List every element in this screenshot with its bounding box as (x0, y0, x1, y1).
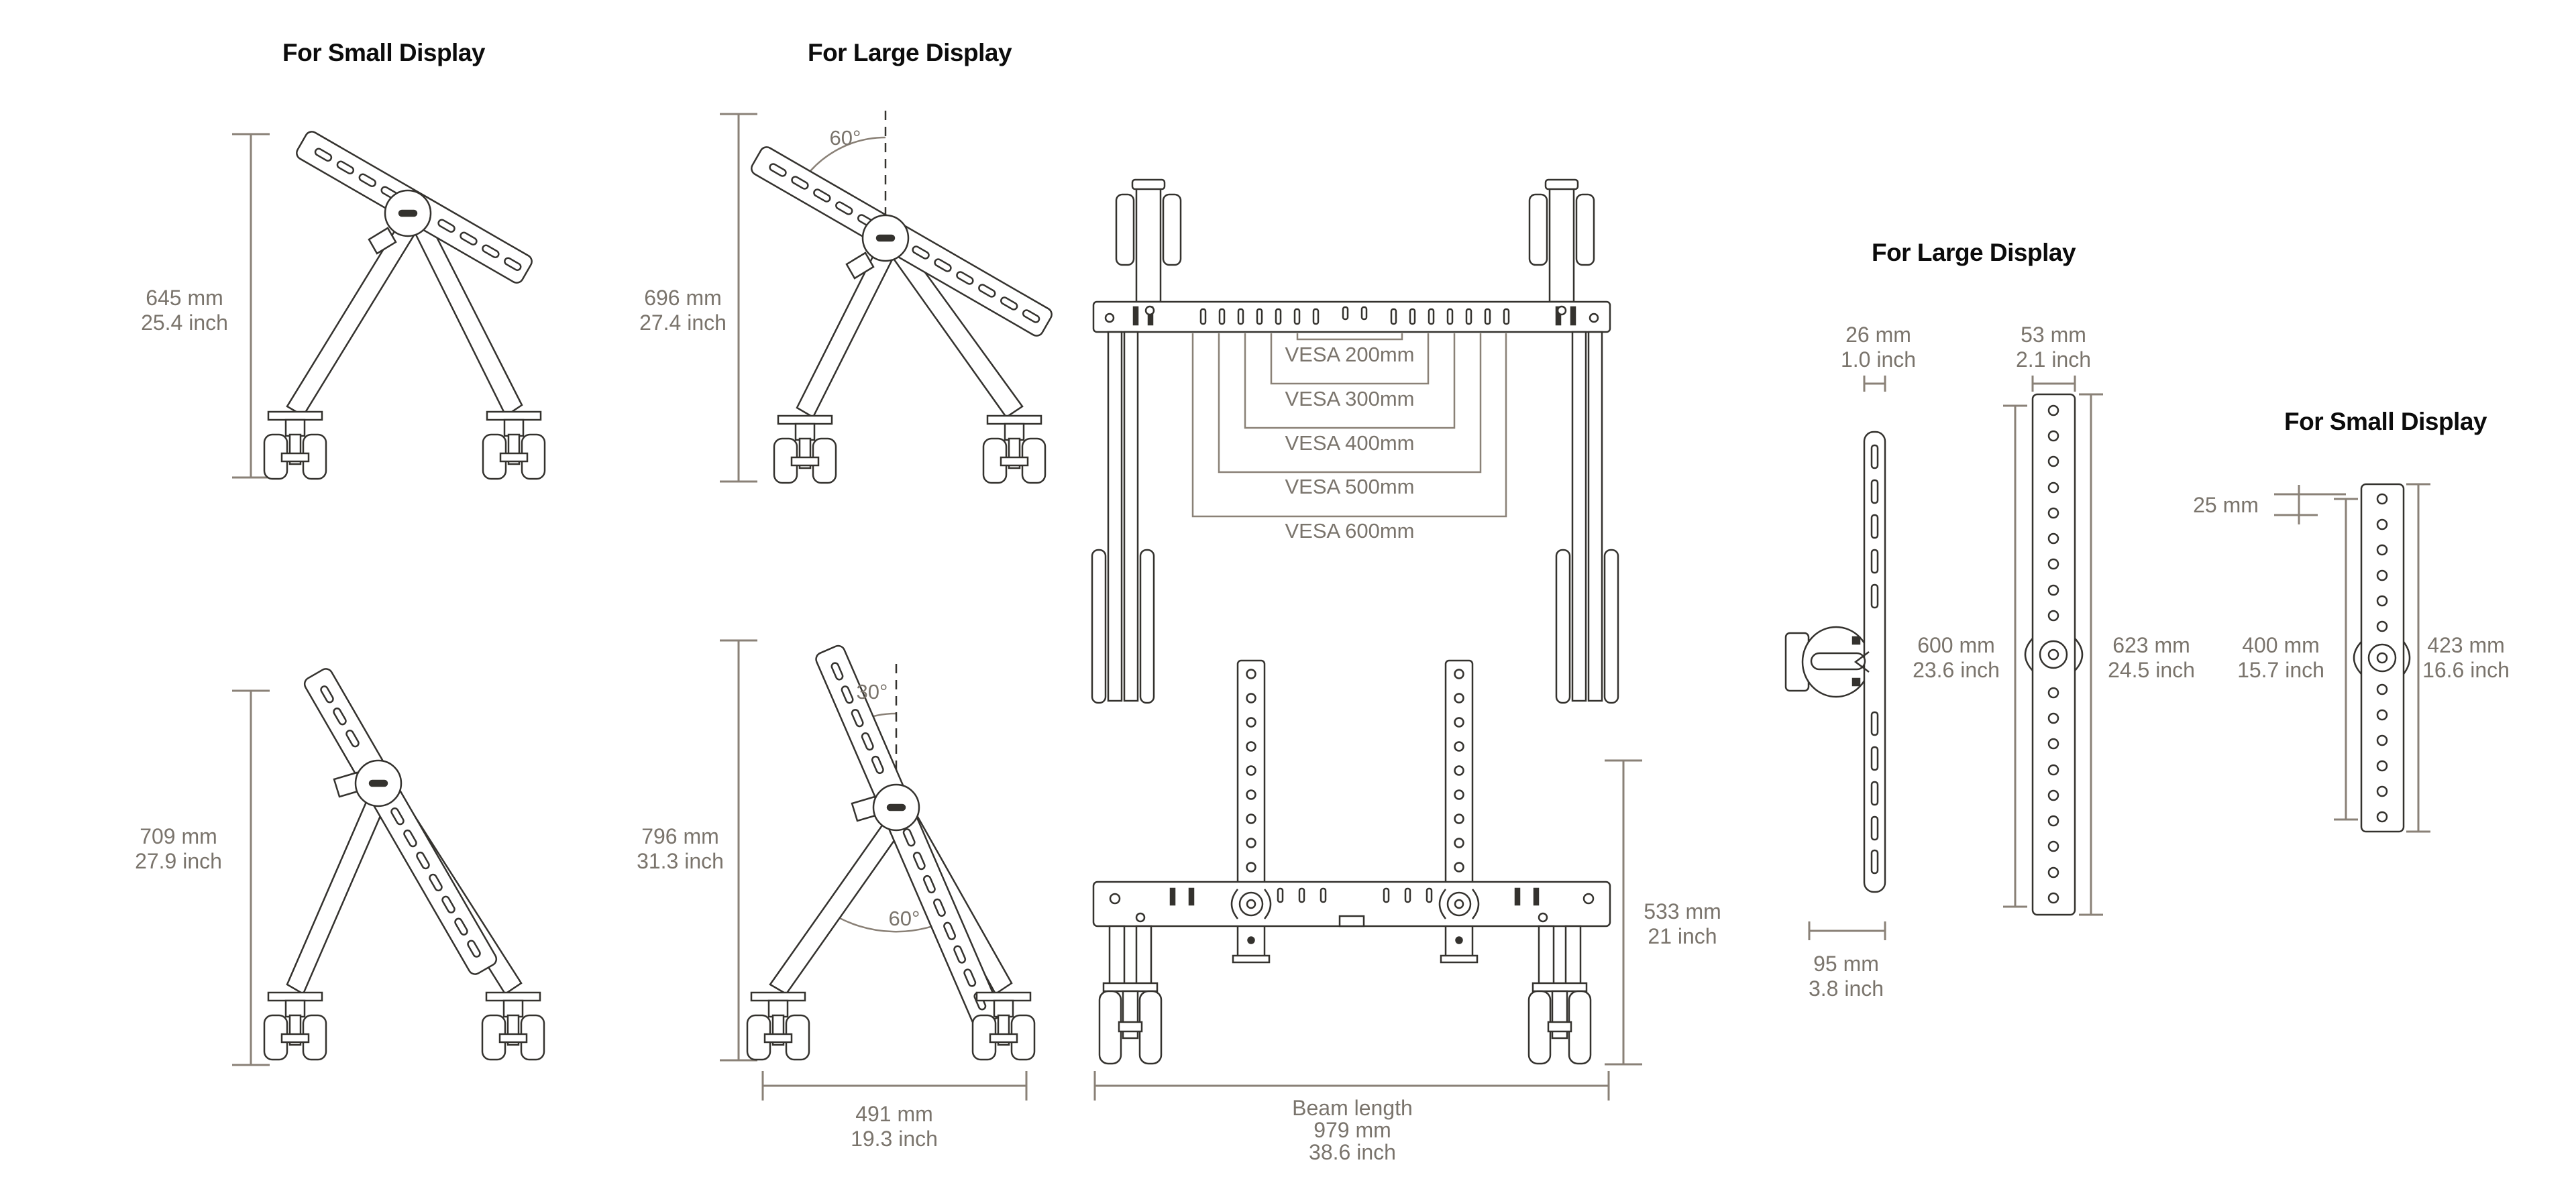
stand-large-portrait-drawing (747, 644, 1034, 1060)
label-vesa-500: VESA 500mm (1285, 475, 1415, 498)
label-600-inch: 23.6 inch (1913, 658, 2000, 682)
label-beam-inch: 38.6 inch (1309, 1140, 1396, 1164)
caster-left-rear (1099, 983, 1161, 1064)
caster-right (983, 416, 1045, 483)
caster-right-rear (1529, 983, 1591, 1064)
caster-right (483, 412, 545, 479)
label-25-mm: 25 mm (2193, 493, 2259, 517)
label-95 (1809, 952, 1884, 1001)
angle-60-legs: 60° (888, 907, 920, 930)
dim-709-line (232, 691, 270, 1065)
hub-logo (370, 781, 387, 786)
label-400-inch: 15.7 inch (2237, 658, 2324, 682)
caster-right (482, 993, 544, 1060)
hub-wing-right (2075, 638, 2082, 671)
label-423-inch: 16.6 inch (2422, 658, 2510, 682)
hub-wing-left (2025, 638, 2033, 671)
label-25 (2193, 493, 2259, 518)
hub-front-center (2377, 653, 2387, 663)
title-large-display-right: For Large Display (1871, 239, 2076, 266)
hub-logo (888, 805, 905, 810)
angle-60-top: 60° (829, 126, 861, 150)
label-600 (1913, 633, 2000, 683)
label-533-mm: 533 mm (1644, 899, 1721, 923)
stand-small-landscape-drawing (264, 129, 545, 479)
label-709-inch: 27.9 inch (135, 849, 222, 873)
label-491-mm: 491 mm (855, 1102, 933, 1126)
hub-wing-right (2404, 642, 2410, 674)
small-bracket-front-view-drawing (2354, 484, 2410, 832)
label-491 (851, 1102, 938, 1151)
dimension-lines (232, 114, 2430, 1101)
caster-left (774, 416, 836, 483)
label-95-mm: 95 mm (1813, 952, 1879, 976)
angle-30-bottom: 30° (856, 680, 888, 703)
title-small-display-top: For Small Display (282, 39, 485, 66)
stand-small-portrait-drawing (264, 667, 544, 1060)
dim-95-line (1809, 921, 1885, 940)
label-645 (141, 286, 228, 335)
label-vesa-200: VESA 200mm (1285, 343, 1415, 366)
label-645-mm: 645 mm (146, 286, 223, 310)
stand-large-landscape-drawing (749, 111, 1055, 483)
post-right (1529, 180, 1594, 302)
hub-logo (399, 211, 417, 216)
label-423 (2422, 633, 2510, 683)
hub-tab-bottom (1853, 679, 1860, 685)
dim-53-line (2033, 376, 2075, 392)
label-423-mm: 423 mm (2427, 633, 2505, 657)
large-bracket-front-view-drawing (2025, 394, 2082, 915)
label-beam-length (1292, 1097, 1413, 1164)
label-796-mm: 796 mm (641, 824, 719, 848)
title-large-display-top: For Large Display (807, 39, 1012, 66)
dim-25-line (2274, 485, 2346, 524)
legs (797, 247, 1022, 417)
hub-wing-left (2354, 642, 2361, 674)
label-400 (2237, 633, 2324, 683)
label-vesa-400: VESA 400mm (1285, 431, 1415, 455)
dim-26-line (1864, 376, 1885, 392)
label-645-inch: 25.4 inch (141, 311, 228, 335)
label-709-mm: 709 mm (140, 824, 217, 848)
label-beam-title: Beam length (1292, 1096, 1413, 1120)
label-53-inch: 2.1 inch (2015, 347, 2092, 372)
label-95-inch: 3.8 inch (1808, 976, 1884, 1001)
label-400-mm: 400 mm (2242, 633, 2320, 657)
label-600-mm: 600 mm (1917, 633, 1995, 657)
label-796-inch: 31.3 inch (637, 849, 724, 873)
caster-left (747, 993, 809, 1060)
label-53 (2016, 323, 2091, 372)
label-533-inch: 21 inch (1648, 924, 1717, 948)
label-491-inch: 19.3 inch (851, 1127, 938, 1151)
label-696 (639, 286, 727, 335)
hub-logo (877, 235, 894, 241)
post-left (1116, 180, 1181, 302)
dim-491-line (763, 1071, 1026, 1101)
label-53-mm: 53 mm (2021, 323, 2086, 347)
label-623-mm: 623 mm (2112, 633, 2190, 657)
legs-rear (1110, 926, 1580, 986)
dim-645-line (232, 134, 270, 477)
dim-600-line (2003, 406, 2027, 907)
large-bracket-side-view-drawing (1786, 432, 1885, 892)
hub-front-center (2049, 650, 2058, 659)
label-709 (135, 824, 222, 874)
hub-tab-top (1853, 637, 1860, 644)
label-696-mm: 696 mm (644, 286, 722, 310)
label-796 (637, 824, 724, 874)
caster-left (264, 993, 326, 1060)
label-533 (1644, 899, 1721, 949)
display-bar (814, 644, 1002, 1027)
label-623 (2108, 633, 2195, 683)
label-696-inch: 27.4 inch (639, 311, 727, 335)
title-small-display-right: For Small Display (2284, 408, 2487, 435)
label-26-mm: 26 mm (1845, 323, 1911, 347)
label-vesa-600: VESA 600mm (1285, 519, 1415, 543)
drawings (264, 111, 2410, 1064)
label-beam-mm: 979 mm (1313, 1118, 1391, 1142)
label-vesa-300: VESA 300mm (1285, 387, 1415, 410)
beam-top-view (1093, 302, 1610, 332)
label-26 (1841, 323, 1916, 372)
caster-left (264, 412, 326, 479)
stand-rear-view-drawing (1093, 661, 1610, 1064)
label-623-inch: 24.5 inch (2108, 658, 2195, 682)
label-26-inch: 1.0 inch (1840, 347, 1917, 372)
